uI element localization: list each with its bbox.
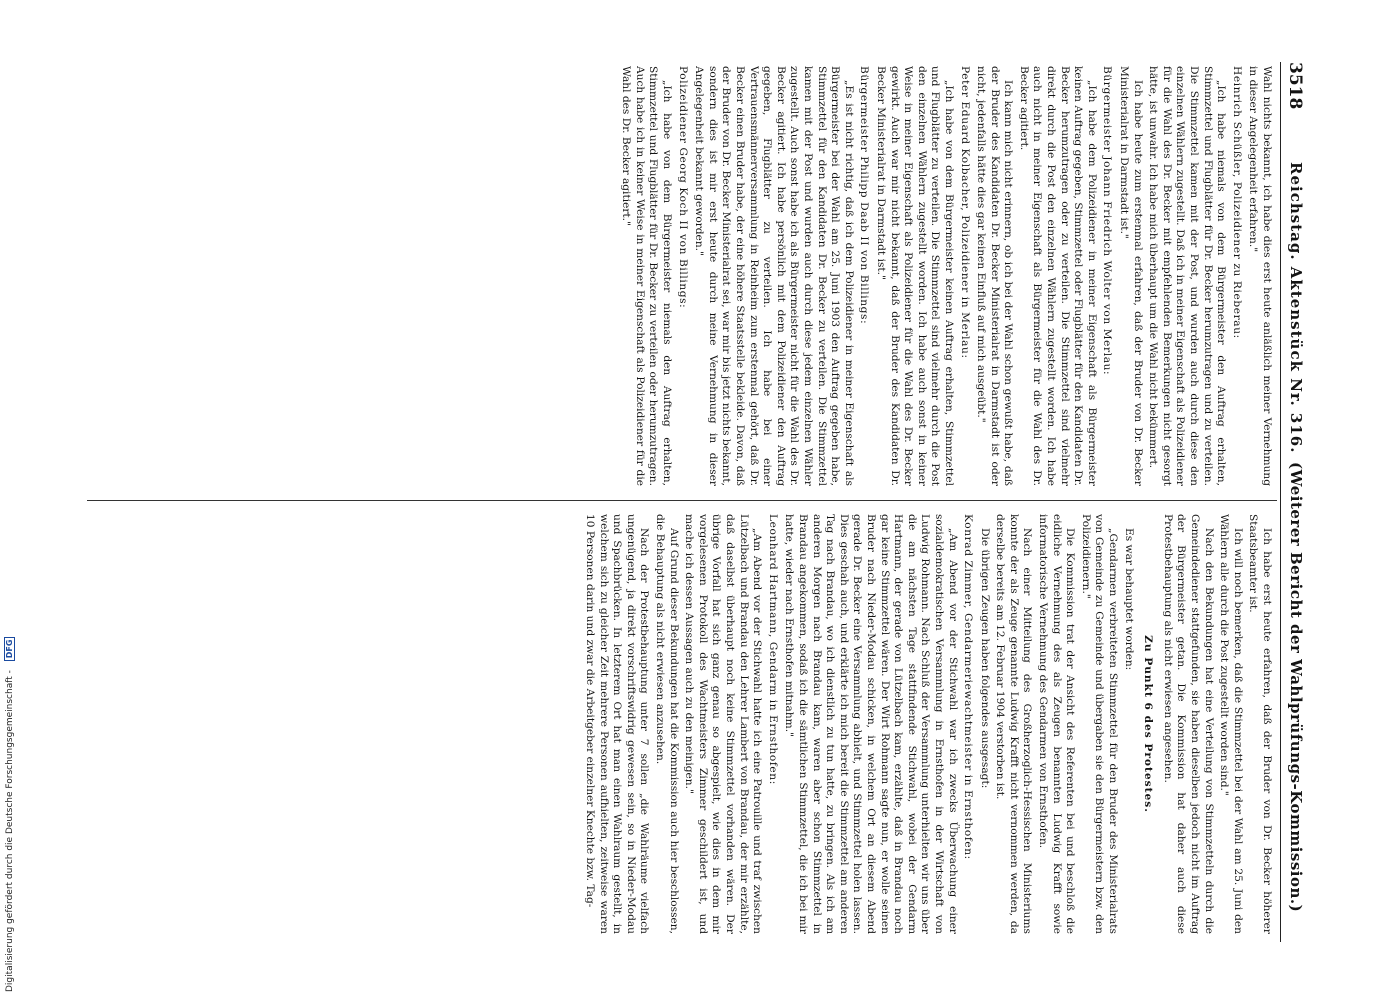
right-column: [88, 514, 1273, 934]
paragraph: Nach einer Mitteilung des Großherzoglich-Hessischen Ministeriums konnte der als Zeuge genannte Ludwig Krafft nicht vernommen werden, da derselbe bereits am 12. Februar 1904 verstorben ist.: [994, 514, 1034, 934]
dfg-logo: DFG: [4, 637, 15, 662]
paragraph: Nach den Bekundungen hat eine Verteilung von Stimmzetteln durch die Gemeindediener stattgefunden, sie haben dieselben jedoch nicht im Auftrag der Bürgermeister getan. Die Kommission hat daher auch diese Protestbehauptung als nicht erwiesen angesehen.: [1161, 514, 1215, 934]
speaker-line: Konrad Zimmer, Gendarmeriewachtmeister in Ernsthofen:: [962, 514, 975, 860]
paragraph: „Ich habe von dem Bürgermeister niemals den Auftrag erhalten, Stimmzettel und Flugblätter für Dr. Becker zu verteilen oder herumzutragen. Auch habe ich in keiner Weise in meiner Eigenschaft als Polizeidiener für die Wahl des Dr. Becker agitiert.": [620, 66, 674, 486]
rotated-page: [75, 62, 1305, 942]
speaker-line: Peter Eduard Kolbacher, Polizeidiener in Merlau:: [958, 66, 971, 359]
header-rule: [1280, 62, 1281, 942]
footer-text: Digitalisierung gefördert durch die Deutsche Forschungsgemeinschaft -: [5, 670, 15, 992]
paragraph: Ich will noch bemerken, daß die Stimmzettel bei der Wahl am 25. Juni den Wählern alle durch die Post zugestellt worden sind.": [1218, 514, 1244, 934]
paragraph: Wahl nichts bekannt, ich habe dies erst heute anläßlich meiner Vernehmung in dieser Angelegenheit erfahren.": [1247, 66, 1273, 486]
header-subtitle: (Weiterer Bericht der Wahlprüfungs-Kommission.): [1287, 462, 1305, 913]
paragraph: Ich habe heute zum erstenmal erfahren, daß der Bruder von Dr. Becker Ministerialrat in Darmstadt ist.": [1118, 66, 1144, 486]
speaker-line: Polizeidiener Georg Koch II von Billings:: [676, 66, 689, 309]
paragraph: „Gendarmen verbreiteten Stimmzettel für den Bruder des Ministerialrats von Gemeinde zu Gemeinde und übergaben sie den Bürgermeistern bzw. den Polizeidienern.": [1079, 514, 1120, 934]
speaker-line: Bürgermeister Philipp Daab II von Billings:: [858, 66, 871, 325]
page-header: [1271, 62, 1305, 942]
paragraph: Die übrigen Zeugen haben folgendes ausgesagt:: [978, 528, 991, 789]
paragraph: „Am Abend vor der Stichwahl war ich zwecks Überwachung einer sozialdemokratischen Versammlung in Ernsthofen in der Wirtschaft von Ludwig Rohmann. Nach Schluß der Versammlung unterhielten wir uns über die am nächsten Tage stattfindende Stichwahl, wobei der Gendarm Hartmann, der gerade von Lützelbach kam, erzählte, daß in Brandau noch gar keine Stimmzettel wären. Der Wirt Rohmann sagte nun, er wolle seinen Bruder nach Nieder-Modau schicken, in welchem Ort an diesem Abend gerade Dr. Becker eine Versammlung abhielt, und Stimmzettel holen lassen. Dies geschah auch, und erklärte ich mich bereit die Stimmzettel am anderen Tag nach Brandau, wo ich dienstlich zu tun hatte, zu bringen. Als ich am anderen Morgen nach Brandau kam, waren aber schon Stimmzettel in Brandau angekommen, sodaß ich die sämtlichen Stimmzettel, die ich bei mir hatte, wieder nach Ernsthofen mitnahm.": [783, 514, 959, 934]
paragraph: Es war behauptet worden:: [1122, 528, 1135, 671]
section-heading: Zu Punkt 6 des Protestes.: [1142, 635, 1155, 813]
column-separator: [87, 500, 1277, 501]
paragraph: „Ich habe dem Polizeidiener in meiner Eigenschaft als Bürgermeister keinen Auftrag gegeben, Stimmzettel oder Flugblätter für den Kandidaten Dr. Becker herumzutragen oder zu verteilen. Die Stimmzettel sind vielmehr direkt durch die Post den einzelnen Wählern zugestellt worden. Ich habe auch nicht in meiner Eigenschaft als Bürgermeister für die Wahl des Dr. Becker agitiert.: [1017, 66, 1098, 486]
paragraph: Nach der Protestbehauptung unter 7 sollen „die Wahlräume vielfach ungenügend, ja direkt vorschriftswidrig gewesen sein, so in Nieder-Modau und Spachbrücken. In letzterem Ort hat man einen Wahlraum gestellt, in welchem sich zu gleicher Zeit mehrere Personen aufhielten, zeitweise waren 10 Personen darin und zwar die Arbeitgeber einzelner Knechte bzw. Tag-: [584, 514, 651, 934]
speaker-line: Heinrich Schüßler, Polizeidiener zu Rieberau:: [1230, 66, 1243, 339]
left-column: [88, 66, 1273, 486]
speaker-line: Leonhard Hartmann, Gendarm in Ernsthofen:: [766, 514, 779, 785]
footer-credit: [4, 12, 18, 992]
paragraph: Die Kommission trat der Ansicht des Referenten bei und beschloß die eidliche Vernehmung des als Zeugen benannten Ludwig Krafft sowie informatorische Vernehmung des Gendarmen von Ernsthofen.: [1037, 514, 1077, 934]
paragraph: „Ich habe von dem Bürgermeister keinen Auftrag erhalten, Stimmzettel und Flugblätter zu verteilen. Die Stimmzettel sind vielmehr durch die Post den einzelnen Wählern zugestellt worden. Ich habe auch sonst in keiner Weise in meiner Eigenschaft als Polizeidiener für die Wahl des Dr. Becker gewirkt. Auch war mir nicht bekannt, daß der Bruder des Kandidaten Dr. Becker Ministerialrat in Darmstadt ist.": [874, 66, 955, 486]
paragraph: Ich habe erst heute erfahren, daß der Bruder von Dr. Becker höherer Staatsbeamter ist.: [1247, 514, 1273, 934]
page-number: 3518: [1285, 62, 1305, 110]
paragraph: „Am Abend vor der Stichwahl hatte ich eine Patrouille und traf zwischen Lützelbach und Brandau den Lehrer Lambert von Brandau, der mir erzählte, daß daselbst überhaupt noch keine Stimmzettel vorhanden wären. Der übrige Vorfall hat sich ganz genau so abgespielt, wie dies in dem mir vorgelesenen Protokoll des Wachtmeisters Zimmer geschildert ist, und mache ich dessen Aussagen auch zu den meinigen.": [683, 514, 764, 934]
paragraph: Auf Grund dieser Bekundungen hat die Kommission auch hier beschlossen, die Behauptung als nicht erwiesen anzusehen.: [654, 514, 680, 934]
header-title: Reichstag. Aktenstück Nr. 316.: [1287, 162, 1305, 454]
paragraph: „Es ist nicht richtig, daß ich dem Polizeidiener in meiner Eigenschaft als Bürgermeister bei der Wahl am 25. Juni 1903 den Auftrag gegeben habe, Stimmzettel für den Kandidaten Dr. Becker zu verteilen. Die Stimmzettel kamen mit der Post und wurden auch durch diese jedem einzelnen Wähler zugestellt. Auch sonst habe ich als Bürgermeister nicht für die Wahl des Dr. Becker agitiert. Ich habe persönlich mit dem Polizeidiener den Auftrag gegeben, Flugblätter zu verteilen. Ich habe bei einer Vertrauensmännerversammlung in Reinheim zum erstenmal gehört, daß Dr. Becker einen Bruder habe, der eine höhere Staatsstelle bekleide. Davon, daß der Bruder von Dr. Becker Ministerialrat sei, war mir bis jetzt nichts bekannt, sondern dies ist mir erst heute durch meine Vernehmung in dieser Angelegenheit bekannt geworden.": [693, 66, 855, 486]
paragraph: „Ich habe niemals von dem Bürgermeister den Auftrag erhalten, Stimmzettel und Flugblätter für Dr. Becker herumzutragen und zu verteilen. Die Stimmzettel kamen mit der Post, und wurden auch durch diese den einzelnen Wählern zugestellt. Daß ich in meiner Eigenschaft als Polizeidiener für die Wahl des Dr. Becker mit empfehlenden Bemerkungen nicht gesorgt hätte, ist unwahr. Ich habe mich überhaupt um die Wahl nicht bekümmert.: [1147, 66, 1228, 486]
paragraph: Ich kann mich nicht erinnern, ob ich bei der Wahl schon gewußt habe, daß der Bruder des Kandidaten Dr. Becker Ministerialrat in Darmstadt ist oder nicht, jedenfalls hätte dies gar keinen Einfluß auf mich ausgeübt.": [975, 66, 1015, 486]
speaker-line: Bürgermeister Johann Friedrich Wolter von Merlau:: [1101, 66, 1114, 376]
